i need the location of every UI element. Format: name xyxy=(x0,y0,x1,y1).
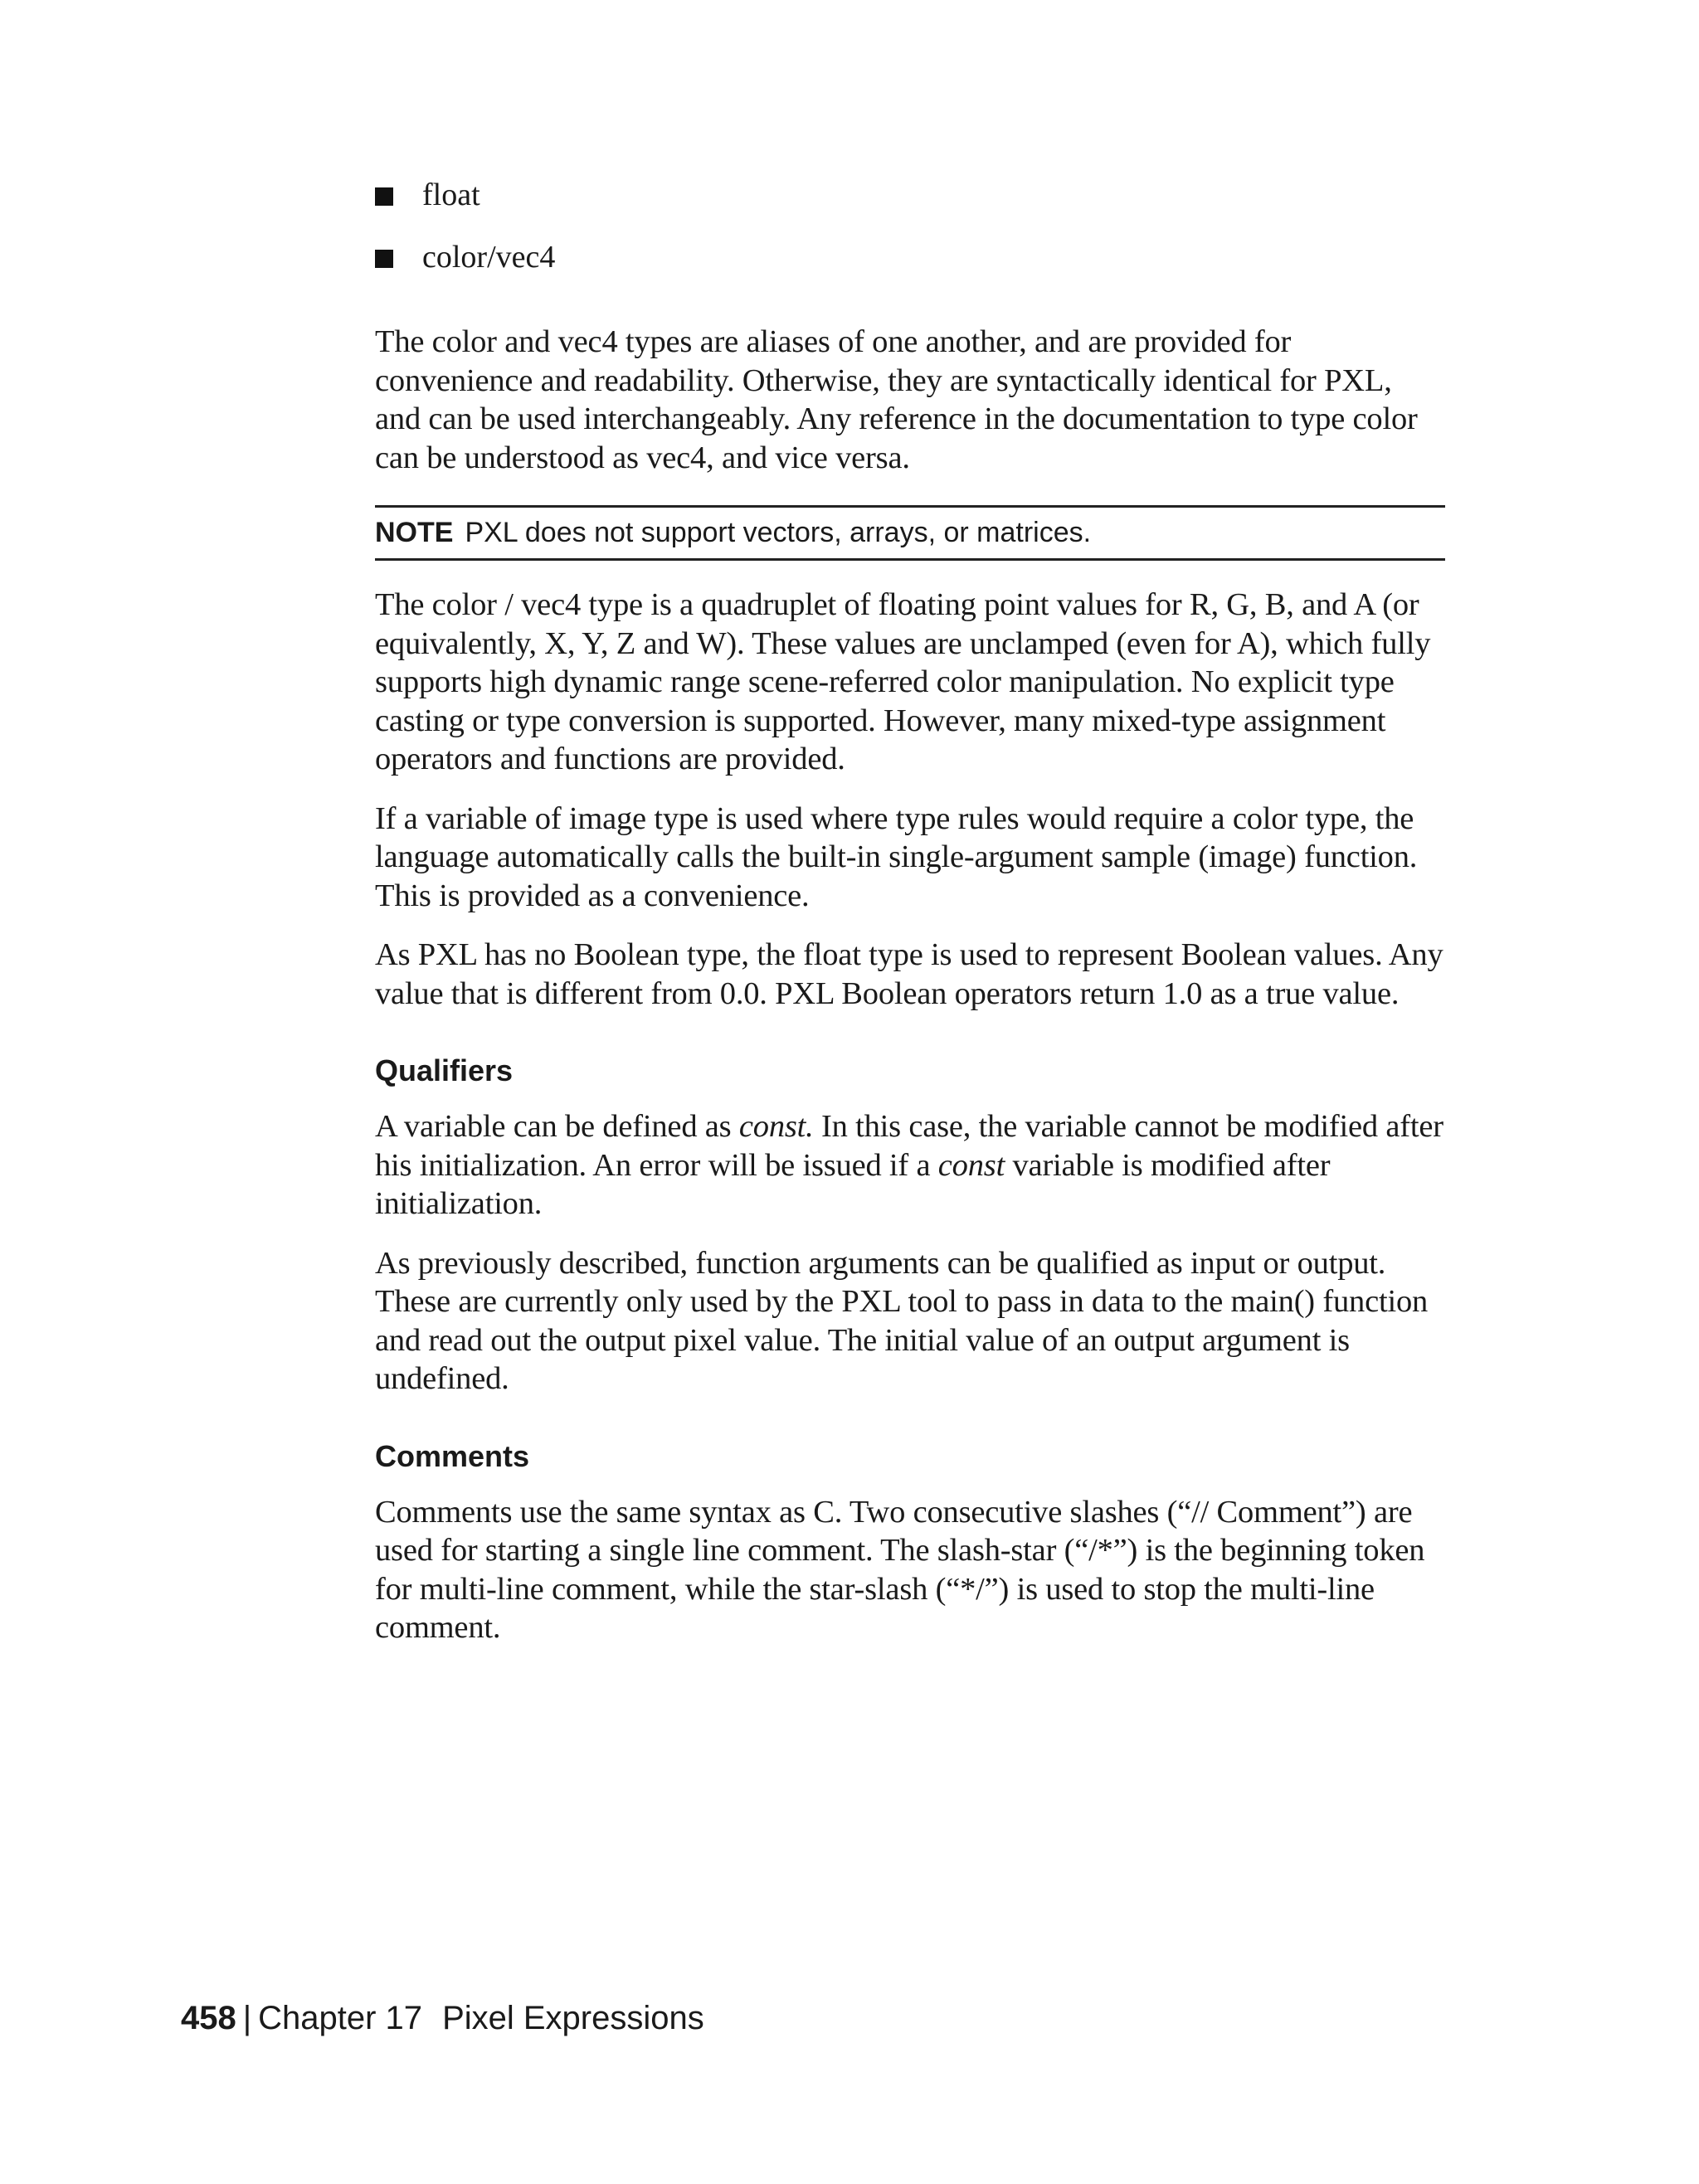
text-run: variable is modified after initialization. xyxy=(375,1147,1331,1221)
italic-const: const xyxy=(937,1147,1005,1183)
note-box xyxy=(375,505,1445,561)
heading-qualifiers: Qualifiers xyxy=(375,1053,514,1087)
page-footer xyxy=(181,1997,704,2039)
paragraph-aliases: The color and vec4 types are aliases of one another, and are provided for convenience and readability. Otherwise, they are syntactically identical for PXL, and can be used interchangeably. Any reference in the documentation to type color can be understood as vec4, and vice versa. xyxy=(375,324,1418,475)
list-item xyxy=(375,238,1445,276)
page-content xyxy=(375,176,1445,1647)
paragraph-arguments: As previously described, function arguments can be qualified as input or output. These are currently only used by the PXL tool to pass in data to the main() function and read out the output pixel value. The initial value of an output argument is undefined. xyxy=(375,1245,1429,1396)
list-item-text: float xyxy=(422,178,480,212)
paragraph-image-type: If a variable of image type is used where type rules would require a color type, the language automatically calls the built-in single-argument sample (image) function. This is provided as a convenience. xyxy=(375,800,1418,913)
chapter-title: Pixel Expressions xyxy=(442,2000,704,2036)
square-bullet-icon xyxy=(375,187,393,206)
paragraph-boolean: As PXL has no Boolean type, the float type is used to represent Boolean values. Any value that is different from 0.0. PXL Boolean operators return 1.0 as a true value. xyxy=(375,937,1443,1011)
heading-comments: Comments xyxy=(375,1438,530,1473)
page-number: 458 xyxy=(181,2000,236,2036)
text-run: In this case, the variable cannot be modified after his initialization. An error will be issued if a xyxy=(375,1109,1443,1183)
list-item-text: color/vec4 xyxy=(422,240,556,275)
paragraph-const xyxy=(375,1107,1445,1223)
italic-const: const. xyxy=(738,1109,814,1144)
note-text: PXL does not support vectors, arrays, or matrices. xyxy=(465,517,1092,548)
note-label: NOTE xyxy=(375,517,454,548)
paragraph-quadruplet: The color / vec4 type is a quadruplet of floating point values for R, G, B, and A (or equivalently, X, Y, Z and W). These values are unclamped (even for A), which fully supports high dynamic range scene-referred color manipulation. No explicit type casting or type conversion is supported. However, many mixed-type assignment operators and functions are provided. xyxy=(375,587,1431,776)
chapter-label: Chapter 17 xyxy=(258,2000,423,2036)
text-run: A variable can be defined as xyxy=(375,1109,739,1144)
footer-separator: | xyxy=(242,2000,252,2036)
list-item xyxy=(375,176,1445,214)
paragraph-comments: Comments use the same syntax as C. Two consecutive slashes (“// Comment”) are used for starting a single line comment. The slash-star (“/*”) is the beginning token for multi-line comment, while the star-slash (“*/”) is used to stop the multi-line comment. xyxy=(375,1494,1425,1645)
type-list xyxy=(375,176,1445,276)
square-bullet-icon xyxy=(375,250,393,268)
